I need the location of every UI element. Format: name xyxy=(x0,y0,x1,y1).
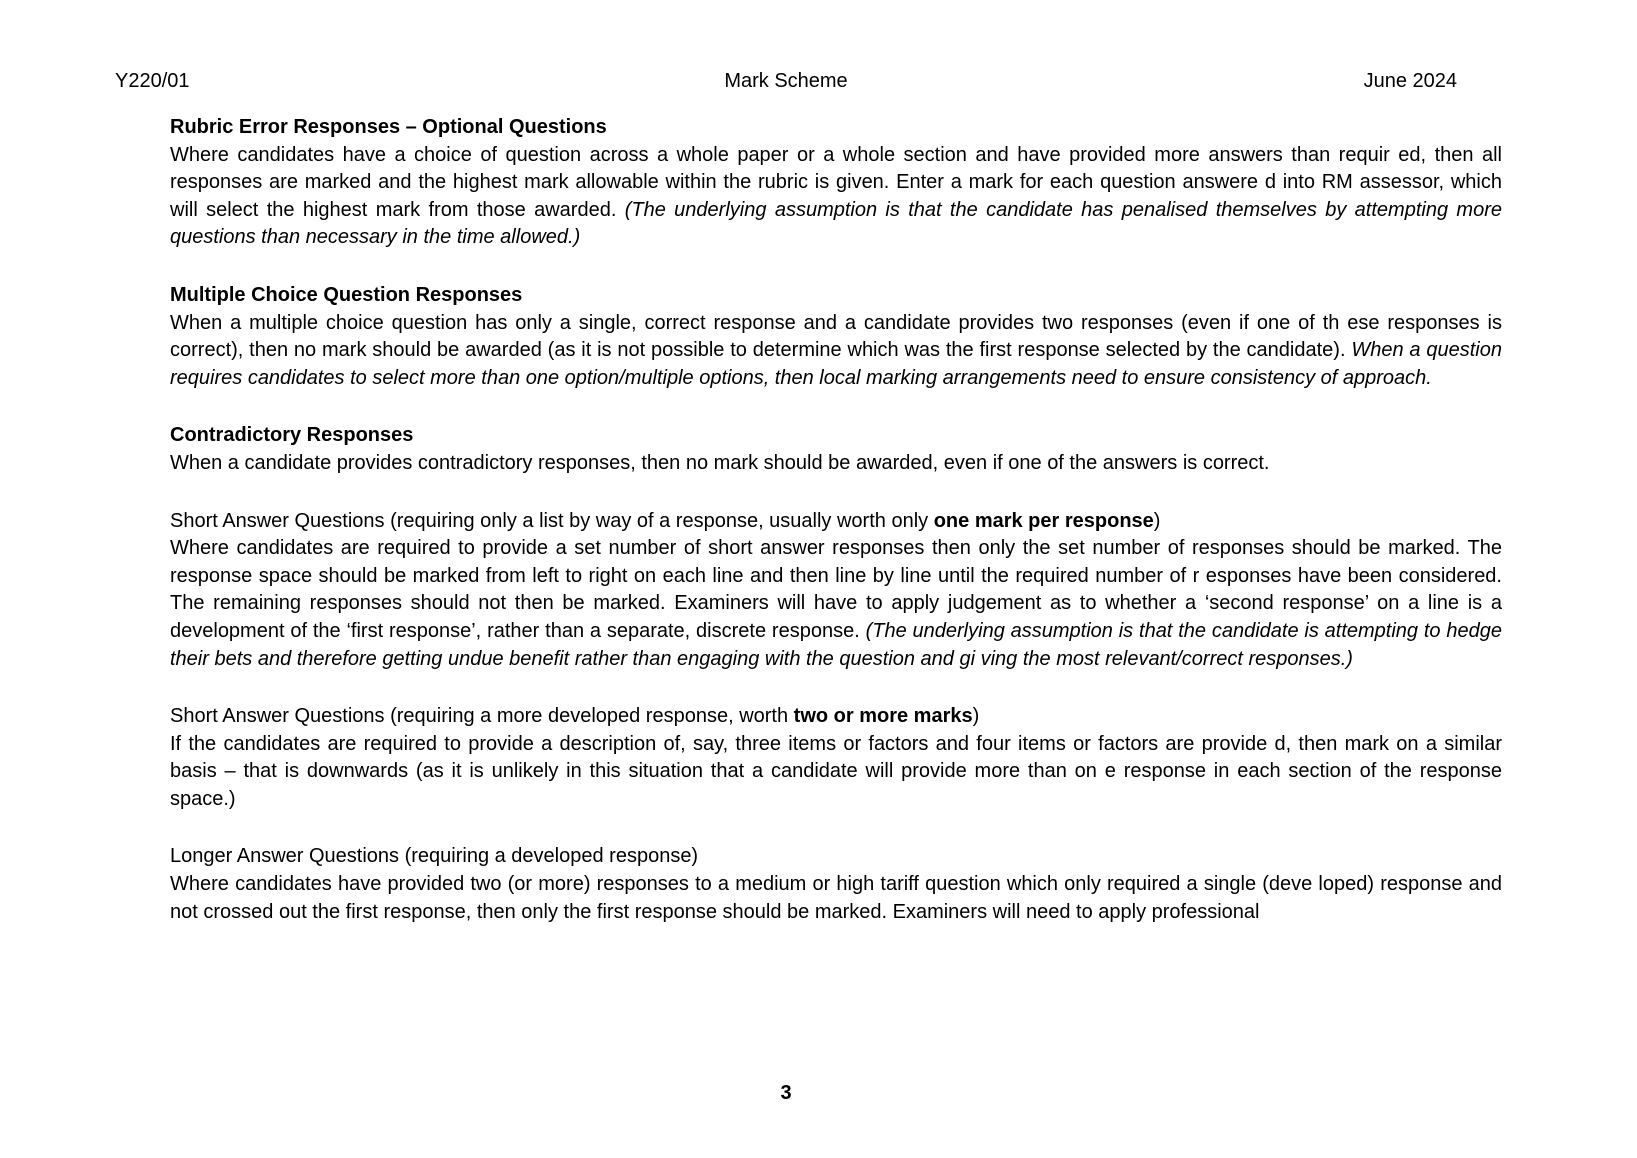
text-run: Longer Answer Questions (requiring a developed response) xyxy=(170,845,699,868)
document-section xyxy=(170,703,1502,813)
section-heading xyxy=(170,422,1502,450)
text-run: Contradictory Responses xyxy=(170,424,414,447)
text-run: (The underlying assumption is that the candidate is attempting to hedge their bets and therefore getting undue benefit rather than engaging with the question and gi ving the most relevant/correct responses.) xyxy=(170,619,1502,670)
section-paragraph xyxy=(170,142,1502,252)
section-heading xyxy=(170,282,1502,310)
section-heading xyxy=(170,703,1502,731)
text-run: two or more marks xyxy=(793,705,973,728)
section-heading xyxy=(170,114,1502,142)
text-run: Where candidates have a choice of question across a whole paper or a whole section and have provided more answers than requir ed, then all responses are marked and the highest mark allowable within the rubric is given. Enter a mark for each question answere d into RM assessor, which will select the highest mark from those awarded. xyxy=(170,143,1502,221)
text-run: ) xyxy=(972,705,980,728)
document-section xyxy=(170,508,1502,674)
section-paragraph xyxy=(170,310,1502,393)
text-run: When a multiple choice question has only a single, correct response and a candidate provides two responses (even if one of th ese responses is correct), then no mark should be awarded (as it is not possible to determine which was the first response selected by the candidate). xyxy=(170,311,1502,362)
header-date: June 2024 xyxy=(1363,70,1457,92)
page-header xyxy=(115,68,1457,94)
document-body xyxy=(170,114,1502,956)
document-section xyxy=(170,422,1502,477)
header-doc-code: Y220/01 xyxy=(115,70,190,92)
text-run: Short Answer Questions (requiring only a list by way of a response, usually worth only xyxy=(170,509,934,532)
text-run: (The underlying assumption is that the candidate has penalised themselves by attempting more questions than necessary in the time allowed.) xyxy=(170,198,1502,249)
section-paragraph xyxy=(170,535,1502,673)
section-heading xyxy=(170,508,1502,536)
document-section xyxy=(170,282,1502,392)
text-run: When a question requires candidates to select more than one option/multiple options, then local marking arrangements need to ensure consistency of approach. xyxy=(170,339,1502,389)
document-section xyxy=(170,114,1502,252)
text-run: If the candidates are required to provide a description of, say, three items or factors and four items or factors are provide d, then mark on a similar basis – that is downwards (as it is unlikely in this situation that a candidate will provide more than on e response in each section of the response space.) xyxy=(170,732,1502,810)
text-run: Where candidates are required to provide a set number of short answer responses then only the set number of responses should be marked. The response space should be marked from left to right on each line and then line by line until the required number of r esponses have been considered. The remaining responses should not then be marked. Examiners will have to apply judgement as to whether a ‘second response’ on a line is a development of the ‘first response’, rather than a separate, discrete response. xyxy=(170,537,1502,642)
text-run: Rubric Error Responses – Optional Questions xyxy=(170,116,607,138)
section-paragraph xyxy=(170,731,1502,814)
text-run: ) xyxy=(1153,509,1161,532)
page-footer xyxy=(115,1082,1457,1105)
text-run: When a candidate provides contradictory responses, then no mark should be awarded, even if one of the answers is correct. xyxy=(170,451,1270,474)
text-run: Where candidates have provided two (or more) responses to a medium or high tariff question which only required a single (deve loped) response and not crossed out the first response, then only the first response should be marked. Examiners will need to apply professional xyxy=(170,873,1502,923)
text-run: Multiple Choice Question Responses xyxy=(170,283,523,306)
page-number: 3 xyxy=(780,1082,792,1104)
section-paragraph xyxy=(170,871,1502,926)
section-heading xyxy=(170,843,1502,871)
text-run: Short Answer Questions (requiring a more developed response, worth xyxy=(170,705,794,728)
document-section xyxy=(170,843,1502,926)
section-paragraph xyxy=(170,450,1502,478)
text-run: one mark per response xyxy=(933,509,1154,532)
header-title: Mark Scheme xyxy=(724,70,848,92)
